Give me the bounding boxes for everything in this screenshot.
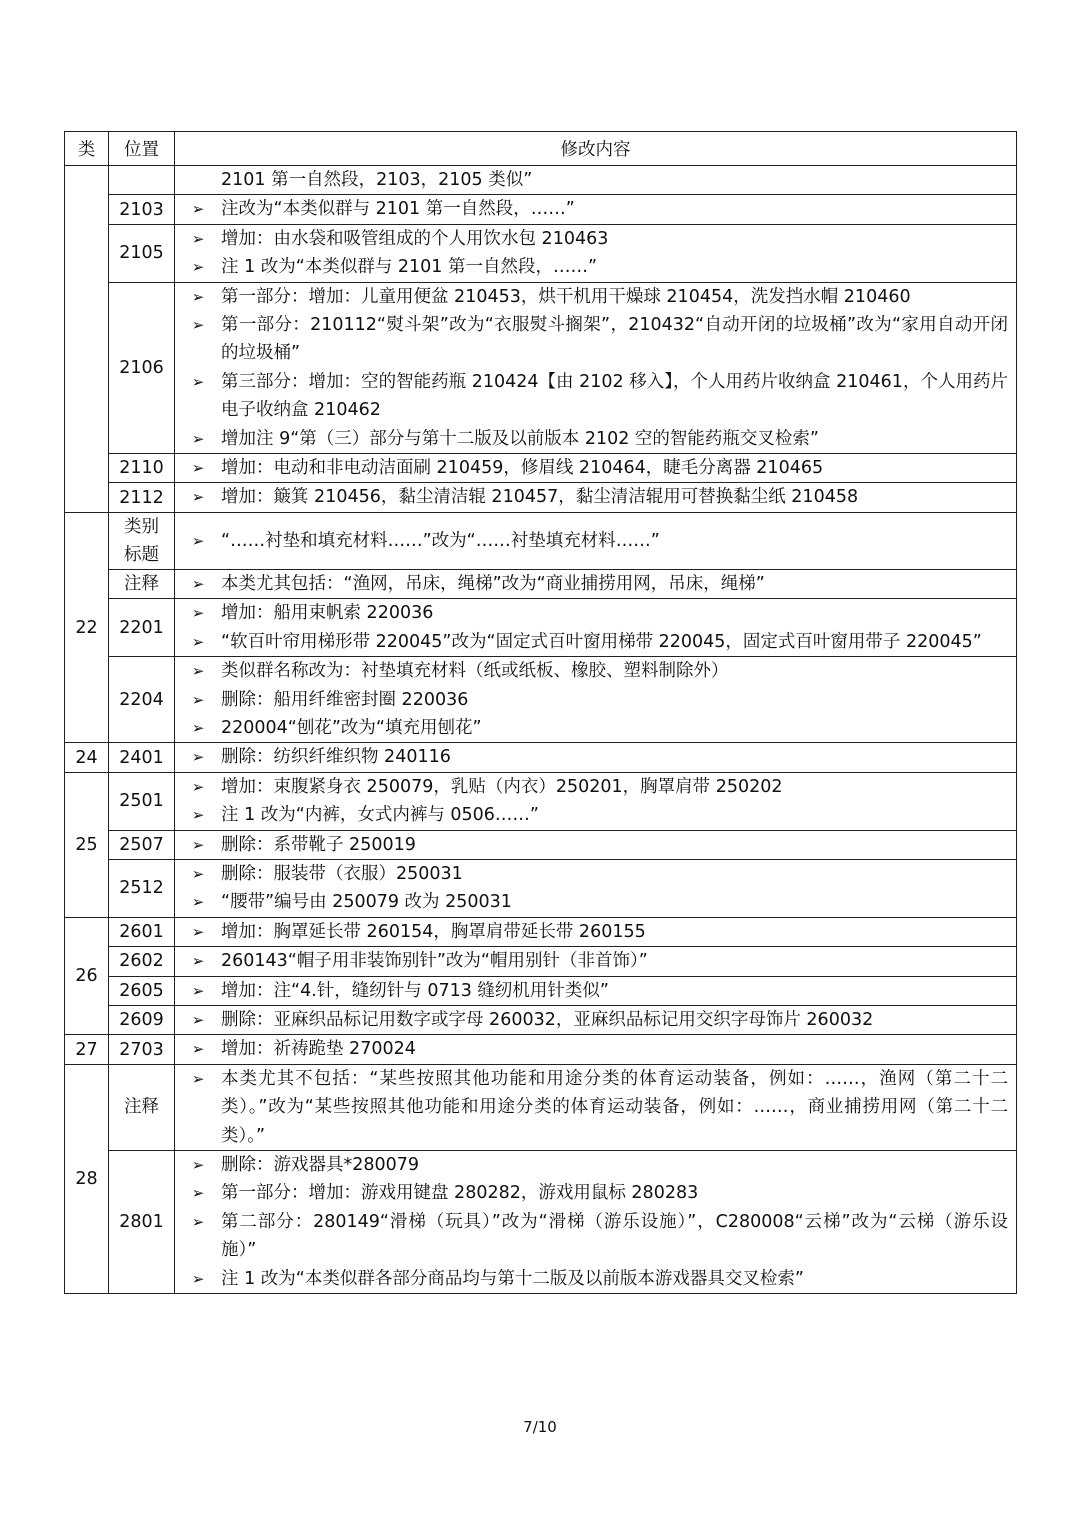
arrow-bullet-icon: ➢	[191, 574, 205, 593]
class-cell: 26	[65, 917, 109, 1035]
table-row	[65, 569, 1017, 598]
position-label: 2201	[119, 617, 164, 638]
arrow-bullet-icon: ➢	[191, 1269, 205, 1288]
item-text: 本类尤其不包括：“某些按照其他功能和用途分类的体育运动装备，例如：……，渔网（第二十二类）。”改为“某些按照其他功能和用途分类的体育运动装备，例如：……，商业捕捞用网（第二十二类）。”	[221, 1068, 1008, 1146]
arrow-bullet-icon: ➢	[191, 200, 205, 219]
position-label: 2112	[119, 487, 164, 508]
class-cell	[65, 166, 109, 513]
arrow-bullet-icon: ➢	[191, 806, 205, 825]
list-item	[175, 831, 1016, 859]
arrow-bullet-icon: ➢	[191, 372, 205, 391]
table-row	[65, 1035, 1017, 1064]
header-position: 位置	[109, 132, 175, 166]
table-row	[65, 772, 1017, 830]
list-item	[175, 225, 1016, 253]
position-label: 注释	[124, 1097, 159, 1118]
content-cell	[175, 454, 1017, 483]
content-cell	[175, 917, 1017, 946]
table-row	[65, 976, 1017, 1005]
position-label: 2601	[119, 921, 164, 942]
list-item	[175, 454, 1016, 482]
position-label: 2605	[119, 980, 164, 1001]
arrow-bullet-icon: ➢	[191, 1184, 205, 1203]
position-cell	[109, 947, 175, 976]
list-item	[175, 628, 1016, 656]
content-cell	[175, 483, 1017, 512]
content-cell	[175, 859, 1017, 917]
list-item	[175, 714, 1016, 742]
list-item	[175, 368, 1016, 425]
table-row	[65, 224, 1017, 282]
content-cell	[175, 282, 1017, 453]
item-text: 增加注 9“第（三）部分与第十二版及以前版本 2102 空的智能药瓶交叉检索”	[221, 428, 819, 449]
content-cell	[175, 166, 1017, 195]
table-row	[65, 483, 1017, 512]
position-cell	[109, 224, 175, 282]
position-cell	[109, 657, 175, 743]
position-label: 2703	[119, 1039, 164, 1060]
position-cell	[109, 282, 175, 453]
item-text: 第三部分：增加：空的智能药瓶 210424【由 2102 移入】，个人用药片收纳盒 210461，个人用药片电子收纳盒 210462	[221, 371, 1008, 421]
list-item	[175, 570, 1016, 598]
table-row	[65, 743, 1017, 772]
position-label: 2401	[119, 747, 164, 768]
table-row	[65, 599, 1017, 657]
position-cell	[109, 599, 175, 657]
arrow-bullet-icon: ➢	[191, 488, 205, 507]
item-text: 增加：船用束帆索 220036	[221, 603, 434, 624]
position-cell	[109, 1151, 175, 1294]
content-cell	[175, 569, 1017, 598]
item-text: 第一部分：增加：游戏用键盘 280282，游戏用鼠标 280283	[221, 1183, 699, 1204]
arrow-bullet-icon: ➢	[191, 835, 205, 854]
position-cell	[109, 859, 175, 917]
position-label: 2602	[119, 951, 164, 972]
list-item	[175, 860, 1016, 888]
list-item	[175, 425, 1016, 453]
class-cell: 28	[65, 1064, 109, 1293]
table-row	[65, 282, 1017, 453]
arrow-bullet-icon: ➢	[191, 662, 205, 681]
table-row	[65, 947, 1017, 976]
table-row	[65, 454, 1017, 483]
item-text: 删除：船用纤维密封圈 220036	[221, 689, 469, 710]
table-row	[65, 1064, 1017, 1150]
arrow-bullet-icon: ➢	[191, 1010, 205, 1029]
arrow-bullet-icon: ➢	[191, 632, 205, 651]
list-item	[175, 311, 1016, 368]
position-label: 注释	[124, 574, 159, 595]
arrow-bullet-icon: ➢	[191, 531, 205, 550]
list-item	[175, 1151, 1016, 1179]
item-text: “软百叶帘用梯形带 220045”改为“固定式百叶窗用梯带 220045，固定式百叶窗用带子 220045”	[221, 631, 982, 652]
position-cell	[109, 743, 175, 772]
list-item	[175, 686, 1016, 714]
item-text: 注 1 改为“内裤，女式内裤与 0506……”	[221, 805, 539, 826]
position-cell	[109, 483, 175, 512]
list-item	[175, 888, 1016, 916]
item-text: 注改为“本类似群与 2101 第一自然段，……”	[221, 199, 575, 220]
position-cell	[109, 569, 175, 598]
position-label: 2507	[119, 834, 164, 855]
item-text: 删除：系带靴子 250019	[221, 834, 416, 855]
item-text: 增加：束腹紧身衣 250079，乳贴（内衣）250201，胸罩肩带 250202	[221, 776, 783, 797]
position-cell	[109, 1035, 175, 1064]
arrow-bullet-icon: ➢	[191, 748, 205, 767]
content-cell	[175, 772, 1017, 830]
position-cell	[109, 917, 175, 946]
table-row	[65, 1005, 1017, 1034]
arrow-bullet-icon: ➢	[191, 604, 205, 623]
list-item	[175, 773, 1016, 801]
list-item	[175, 1208, 1016, 1265]
arrow-bullet-icon: ➢	[191, 429, 205, 448]
arrow-bullet-icon: ➢	[191, 718, 205, 737]
arrow-bullet-icon: ➢	[191, 1156, 205, 1174]
position-cell	[109, 195, 175, 224]
content-cell	[175, 1064, 1017, 1150]
item-text: 增加：祈祷跪垫 270024	[221, 1039, 416, 1060]
position-label: 2106	[119, 357, 164, 378]
position-label: 2103	[119, 199, 164, 220]
content-cell	[175, 1005, 1017, 1034]
arrow-bullet-icon: ➢	[191, 981, 205, 1000]
arrow-bullet-icon: ➢	[191, 864, 205, 883]
position-label: 2609	[119, 1010, 164, 1031]
table-row	[65, 917, 1017, 946]
list-item	[175, 743, 1016, 771]
item-text: “……衬垫和填充材料……”改为“……衬垫填充材料……”	[221, 530, 660, 551]
table-row	[65, 512, 1017, 569]
table-row	[65, 195, 1017, 224]
list-item	[175, 977, 1016, 1005]
position-cell	[109, 772, 175, 830]
content-cell	[175, 657, 1017, 743]
item-text: 增加：注“4.针，缝纫针与 0713 缝纫机用针类似”	[221, 980, 609, 1001]
class-cell: 24	[65, 743, 109, 772]
arrow-bullet-icon: ➢	[191, 922, 205, 941]
content-cell	[175, 195, 1017, 224]
position-cell	[109, 512, 175, 569]
content-cell	[175, 743, 1017, 772]
page-number: 7/10	[523, 1418, 557, 1436]
content-cell	[175, 1035, 1017, 1064]
list-item	[175, 527, 1016, 555]
arrow-bullet-icon: ➢	[191, 777, 205, 796]
item-text: 第二部分：280149“滑梯（玩具）”改为“滑梯（游乐设施）”，C280008“云梯”改为“云梯（游乐设施）”	[221, 1211, 1008, 1261]
position-cell	[109, 830, 175, 859]
table-body	[65, 166, 1017, 1294]
header-content: 修改内容	[175, 132, 1017, 166]
item-text: 第一部分：增加：儿童用便盆 210453，烘干机用干燥球 210454，洗发挡水帽 210460	[221, 286, 911, 307]
item-text: 注 1 改为“本类似群与 2101 第一自然段，……”	[221, 257, 598, 278]
table-row	[65, 657, 1017, 743]
item-text: 增加：胸罩延长带 260154，胸罩肩带延长带 260155	[221, 921, 646, 942]
position-label: 2110	[119, 458, 164, 479]
arrow-bullet-icon: ➢	[191, 690, 205, 709]
item-text: 删除：服装带（衣服）250031	[221, 863, 463, 884]
position-label: 2512	[119, 878, 164, 899]
item-text: 第一部分：210112“熨斗架”改为“衣服熨斗搁架”，210432“自动开闭的垃圾桶”改为“家用自动开闭的垃圾桶”	[221, 315, 1008, 364]
arrow-bullet-icon: ➢	[191, 1040, 205, 1059]
content-cell	[175, 599, 1017, 657]
list-item	[175, 1035, 1016, 1063]
list-item	[175, 1065, 1016, 1150]
position-cell	[109, 1064, 175, 1150]
table-row	[65, 830, 1017, 859]
arrow-bullet-icon: ➢	[191, 258, 205, 277]
position-label: 2204	[119, 689, 164, 710]
list-item	[175, 1006, 1016, 1034]
item-text: 注 1 改为“本类似群各部分商品均与第十二版及以前版本游戏器具交叉检索”	[221, 1268, 804, 1289]
content-cell	[175, 830, 1017, 859]
table-row	[65, 859, 1017, 917]
position-cell	[109, 1005, 175, 1034]
table-row	[65, 1151, 1017, 1294]
position-label: 类别 标题	[124, 516, 159, 565]
table-row	[65, 166, 1017, 195]
item-text: “腰带”编号由 250079 改为 250031	[221, 892, 512, 913]
content-cell	[175, 512, 1017, 569]
arrow-bullet-icon: ➢	[191, 316, 205, 335]
list-item	[175, 483, 1016, 511]
class-cell: 25	[65, 772, 109, 917]
content-cell	[175, 976, 1017, 1005]
item-text: 删除：纺织纤维织物 240116	[221, 747, 451, 768]
item-text: 增加：由水袋和吸管组成的个人用饮水包 210463	[221, 228, 609, 249]
item-text: 增加：电动和非电动洁面刷 210459，修眉线 210464，睫毛分离器 210465	[221, 458, 824, 479]
position-label: 2501	[119, 791, 164, 812]
position-label: 2801	[119, 1212, 164, 1233]
list-item	[175, 253, 1016, 281]
item-text: 删除：亚麻织品标记用数字或字母 260032，亚麻织品标记用交织字母饰片 260032	[221, 1009, 874, 1030]
list-item	[175, 599, 1016, 627]
list-item	[175, 1265, 1016, 1293]
arrow-bullet-icon: ➢	[191, 893, 205, 912]
position-cell	[109, 454, 175, 483]
list-item	[175, 947, 1016, 975]
header-class: 类	[65, 132, 109, 166]
content-cell	[175, 224, 1017, 282]
position-cell	[109, 976, 175, 1005]
item-text: 2101 第一自然段，2103，2105 类似”	[221, 170, 533, 190]
class-cell: 27	[65, 1035, 109, 1064]
item-text: 220004“刨花”改为“填充用刨花”	[221, 717, 482, 738]
item-text: 删除：游戏器具*280079	[221, 1155, 420, 1175]
item-text: 260143“帽子用非装饰别针”改为“帽用别针（非首饰）”	[221, 951, 648, 972]
arrow-bullet-icon: ➢	[191, 287, 205, 306]
item-text: 增加：簸箕 210456，黏尘清洁辊 210457，黏尘清洁辊用可替换黏尘纸 210458	[221, 487, 859, 508]
list-item	[175, 657, 1016, 685]
item-text: 类似群名称改为：衬垫填充材料（纸或纸板、橡胶、塑料制除外）	[221, 661, 729, 682]
arrow-bullet-icon: ➢	[191, 952, 205, 971]
position-cell	[109, 166, 175, 195]
item-text: 本类尤其包括：“渔网，吊床，绳梯”改为“商业捕捞用网，吊床，绳梯”	[221, 573, 765, 594]
arrow-bullet-icon: ➢	[191, 229, 205, 248]
content-cell	[175, 1151, 1017, 1294]
table-header-row	[65, 132, 1017, 166]
arrow-bullet-icon: ➢	[191, 459, 205, 478]
list-item	[175, 283, 1016, 311]
amendment-table	[64, 131, 1017, 1294]
content-cell	[175, 947, 1017, 976]
class-cell: 22	[65, 512, 109, 742]
position-label: 2105	[119, 243, 164, 264]
list-item	[175, 918, 1016, 946]
list-item	[175, 801, 1016, 829]
arrow-bullet-icon: ➢	[191, 1212, 205, 1231]
list-item	[175, 195, 1016, 223]
list-item	[175, 1179, 1016, 1207]
list-item	[175, 166, 1016, 194]
arrow-bullet-icon: ➢	[191, 1069, 205, 1088]
